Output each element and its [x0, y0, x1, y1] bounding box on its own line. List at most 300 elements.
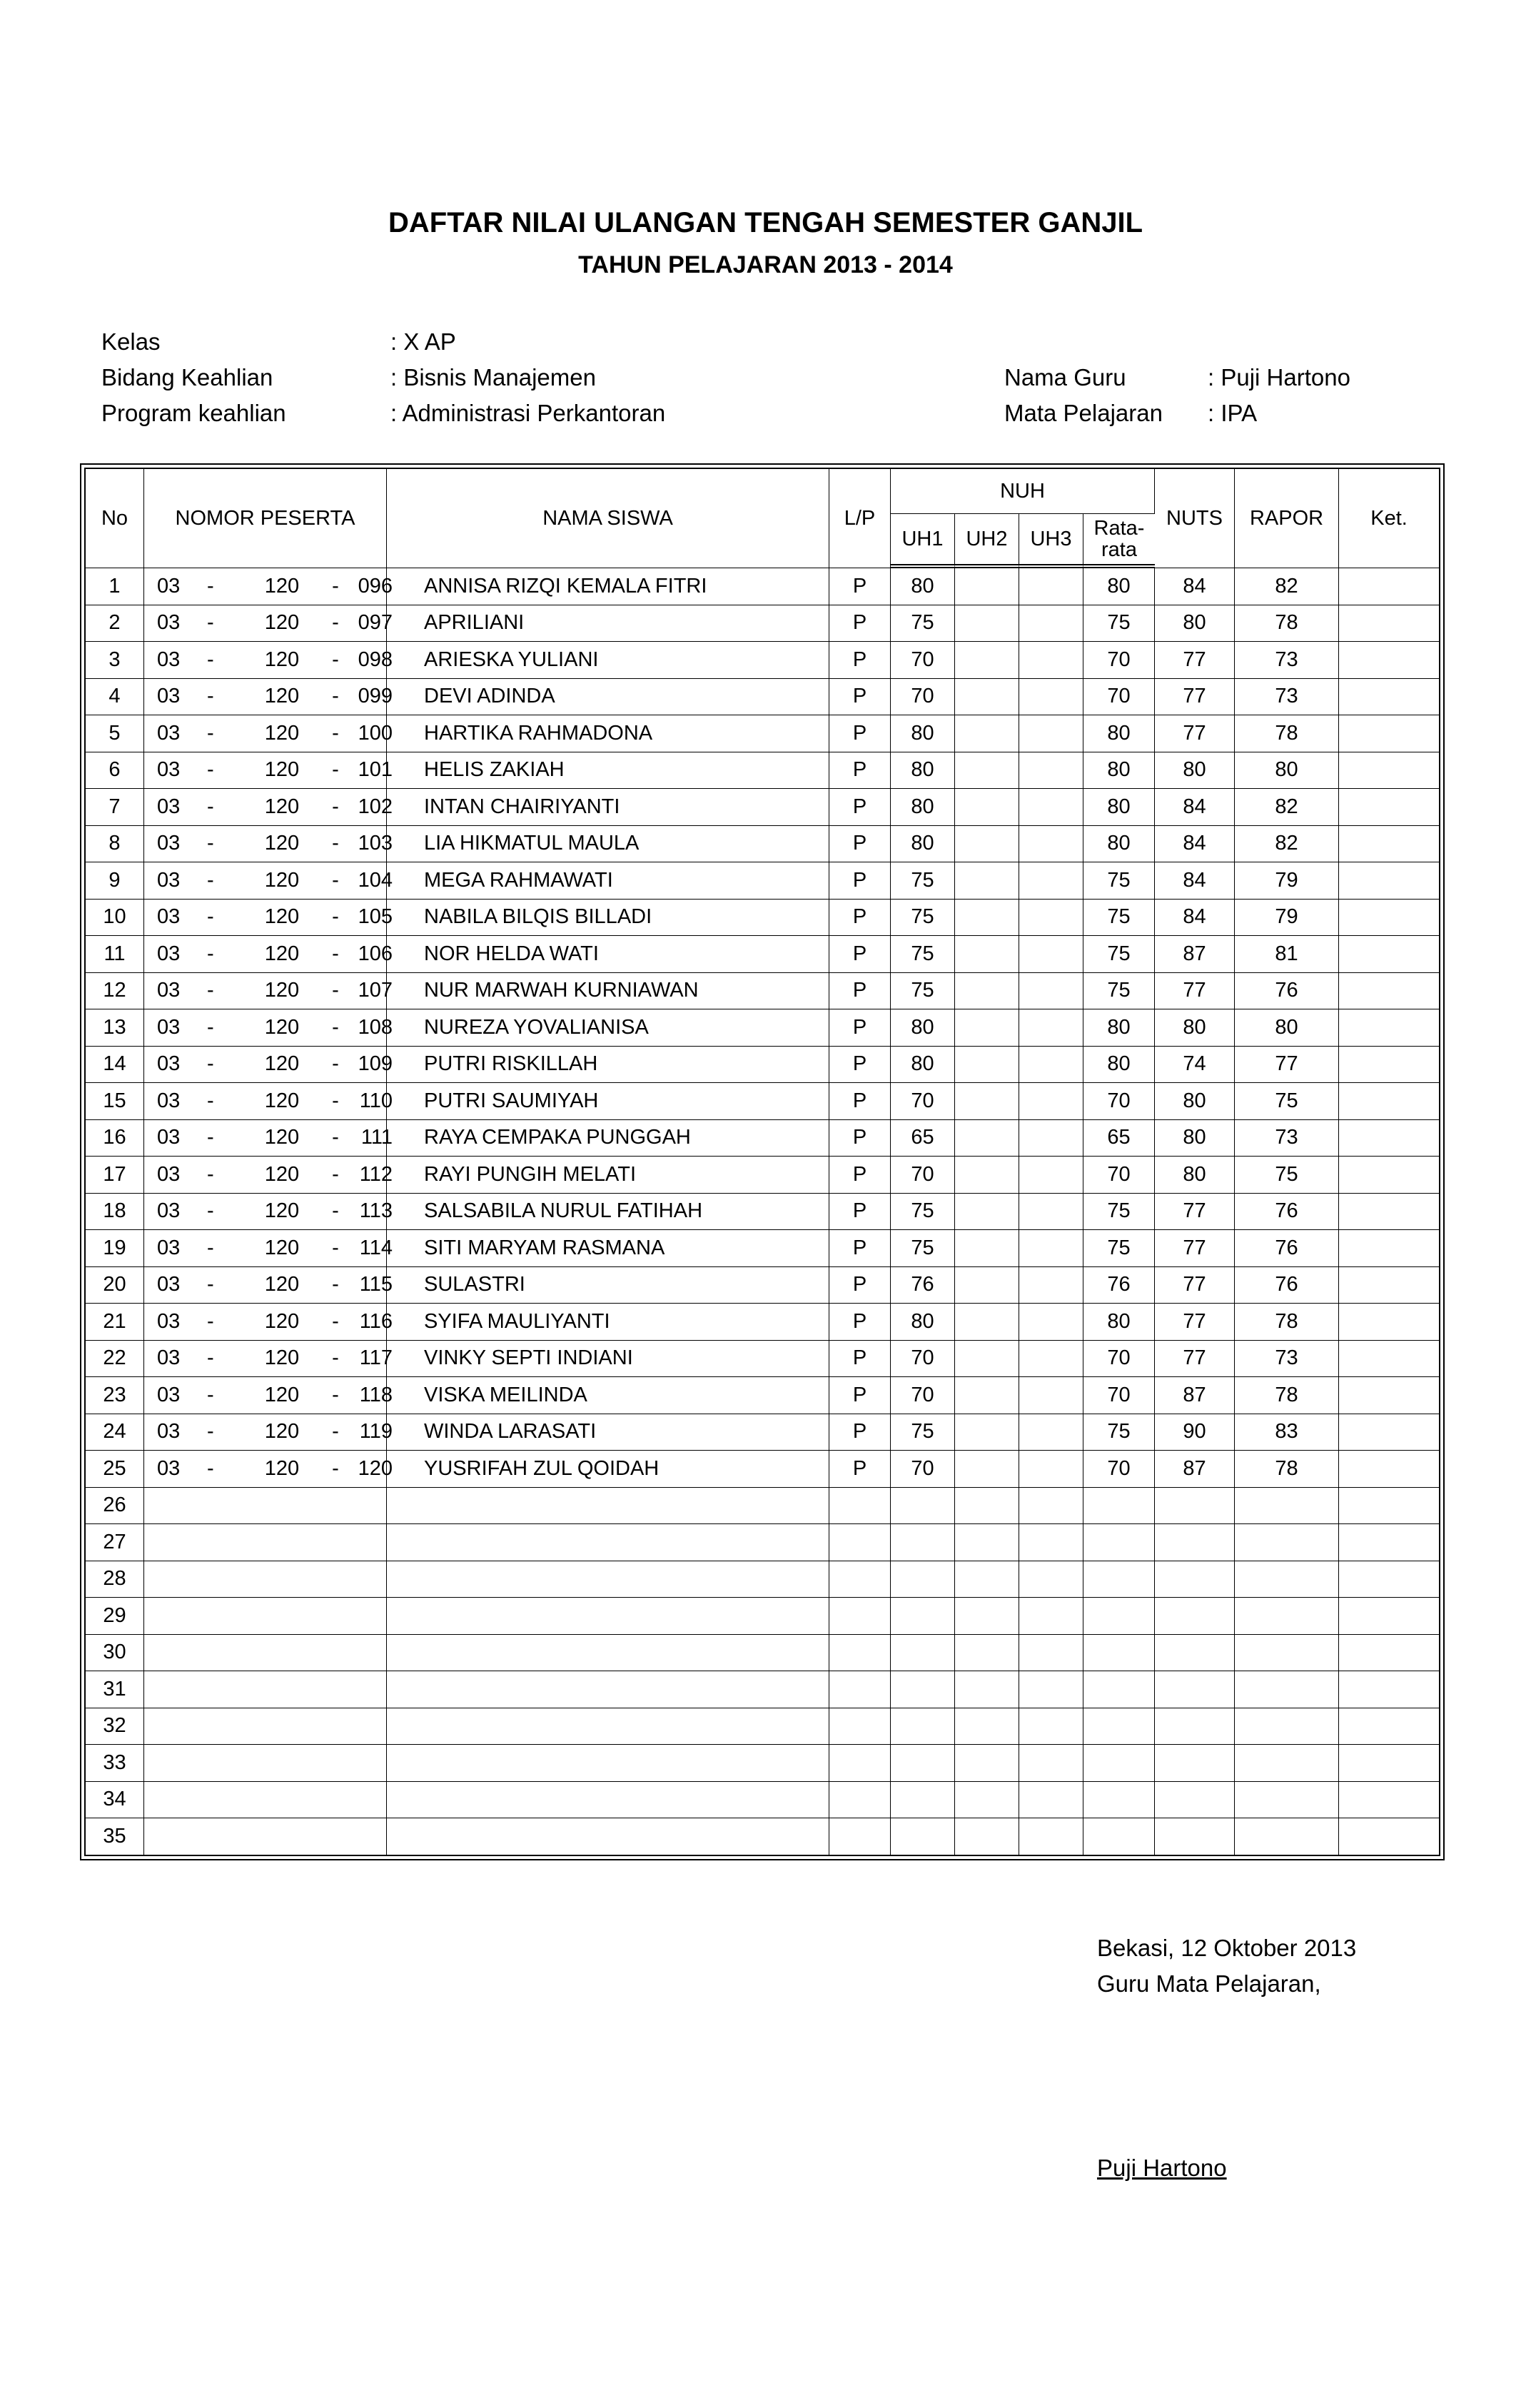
cell-uh2 [955, 1524, 1019, 1561]
cell-uh1 [891, 1818, 955, 1855]
nomor-peserta-part: 120 [264, 1089, 300, 1112]
cell-no: 1 [86, 568, 144, 605]
nomor-peserta-part: - [332, 1420, 339, 1444]
cell-nuts: 77 [1155, 679, 1235, 716]
cell-no: 29 [86, 1598, 144, 1635]
nomor-peserta-part: 120 [264, 1420, 300, 1444]
cell-uh1: 70 [891, 679, 955, 716]
cell-nuts [1155, 1635, 1235, 1672]
cell-rata-rata: 80 [1083, 752, 1155, 790]
signature-place-date: Bekasi, 12 Oktober 2013 [1097, 1935, 1357, 1961]
table-row [86, 1194, 1439, 1231]
cell-nama [387, 1598, 829, 1635]
cell-nama: SITI MARYAM RASMANA [387, 1230, 829, 1267]
cell-uh1: 80 [891, 752, 955, 790]
cell-lp [829, 1598, 891, 1635]
nomor-peserta-part: - [207, 685, 214, 708]
nomor-peserta-part: 120 [358, 1456, 393, 1480]
cell-nuts: 77 [1155, 1304, 1235, 1341]
cell-uh1 [891, 1598, 955, 1635]
cell-no: 24 [86, 1414, 144, 1451]
cell-nuts: 87 [1155, 1377, 1235, 1414]
cell-rapor: 76 [1235, 973, 1339, 1010]
table-row [86, 1009, 1439, 1047]
nomor-peserta-part: 114 [359, 1236, 393, 1259]
nomor-peserta-part: - [332, 1346, 339, 1370]
cell-rapor [1235, 1671, 1339, 1708]
nomor-peserta-part: 104 [358, 868, 393, 892]
header-uh2: UH2 [955, 514, 1019, 568]
cell-rata-rata [1083, 1782, 1155, 1819]
cell-lp: P [829, 1083, 891, 1120]
cell-uh3 [1019, 973, 1083, 1010]
table-row [86, 1745, 1439, 1782]
cell-no: 14 [86, 1047, 144, 1084]
cell-uh1: 70 [891, 1451, 955, 1488]
cell-nama [387, 1671, 829, 1708]
cell-ket [1339, 900, 1439, 937]
cell-lp [829, 1671, 891, 1708]
cell-ket [1339, 1708, 1439, 1745]
cell-ket [1339, 973, 1439, 1010]
table-row [86, 826, 1439, 863]
cell-uh3 [1019, 1524, 1083, 1561]
cell-lp: P [829, 789, 891, 826]
nomor-peserta-part: 03 [157, 979, 181, 1002]
cell-uh1: 80 [891, 1009, 955, 1047]
cell-uh1 [891, 1488, 955, 1525]
cell-lp: P [829, 1377, 891, 1414]
cell-nomor-peserta [144, 1414, 393, 1451]
nomor-peserta-part: 120 [264, 758, 300, 782]
kelas-value: : X AP [390, 328, 456, 355]
table-row [86, 973, 1439, 1010]
cell-uh2 [955, 1561, 1019, 1598]
cell-no: 28 [86, 1561, 144, 1598]
header-rata-line2: rata [1101, 538, 1137, 561]
cell-rata-rata: 70 [1083, 679, 1155, 716]
bidang-label: Bidang Keahlian [101, 364, 273, 391]
table-row [86, 1120, 1439, 1157]
cell-nama: WINDA LARASATI [387, 1414, 829, 1451]
cell-rapor [1235, 1708, 1339, 1745]
cell-uh1 [891, 1708, 955, 1745]
cell-uh1: 70 [891, 1083, 955, 1120]
cell-rapor: 81 [1235, 936, 1339, 973]
nomor-peserta-part: - [332, 1052, 339, 1076]
cell-nama: VINKY SEPTI INDIANI [387, 1341, 829, 1378]
cell-rata-rata [1083, 1635, 1155, 1672]
nomor-peserta-part: - [332, 868, 339, 892]
nomor-peserta-part: 120 [264, 1199, 300, 1223]
cell-nomor-peserta [144, 1708, 387, 1745]
cell-nama: LIA HIKMATUL MAULA [387, 826, 829, 863]
cell-rapor: 79 [1235, 900, 1339, 937]
cell-uh2 [955, 1377, 1019, 1414]
cell-uh1: 80 [891, 789, 955, 826]
table-row [86, 789, 1439, 826]
table-row [86, 752, 1439, 790]
cell-nuts [1155, 1818, 1235, 1855]
cell-uh1: 80 [891, 1047, 955, 1084]
cell-rata-rata: 70 [1083, 1083, 1155, 1120]
nomor-peserta-part: - [207, 942, 214, 965]
cell-no: 31 [86, 1671, 144, 1708]
cell-uh1: 75 [891, 1230, 955, 1267]
cell-lp: P [829, 826, 891, 863]
nomor-peserta-part: 109 [358, 1052, 393, 1076]
table-row [86, 1561, 1439, 1598]
cell-uh1: 70 [891, 642, 955, 679]
table-row [86, 1818, 1439, 1855]
cell-ket [1339, 605, 1439, 643]
cell-rapor [1235, 1782, 1339, 1819]
cell-nama: HELIS ZAKIAH [387, 752, 829, 790]
cell-nomor-peserta [144, 1451, 393, 1488]
cell-nuts: 77 [1155, 1341, 1235, 1378]
cell-nama [387, 1524, 829, 1561]
cell-uh3 [1019, 1708, 1083, 1745]
table-row [86, 1414, 1439, 1451]
cell-lp: P [829, 1120, 891, 1157]
table-row [86, 1304, 1439, 1341]
cell-rapor: 82 [1235, 568, 1339, 605]
nomor-peserta-part: - [207, 1052, 214, 1076]
nomor-peserta-part: - [332, 979, 339, 1002]
header-uh3: UH3 [1019, 514, 1083, 568]
nomor-peserta-part: - [332, 1015, 339, 1039]
nomor-peserta-part: 119 [359, 1420, 393, 1444]
nomor-peserta-part: - [207, 1383, 214, 1406]
cell-uh2 [955, 1341, 1019, 1378]
cell-rapor: 76 [1235, 1230, 1339, 1267]
nomor-peserta-part: - [207, 1456, 214, 1480]
cell-nuts: 84 [1155, 568, 1235, 605]
cell-rata-rata [1083, 1488, 1155, 1525]
cell-nama: SULASTRI [387, 1267, 829, 1304]
cell-nomor-peserta [144, 568, 393, 605]
cell-rata-rata: 70 [1083, 642, 1155, 679]
nomor-peserta-part: 03 [157, 1383, 181, 1406]
cell-nuts: 80 [1155, 752, 1235, 790]
table-row [86, 1671, 1439, 1708]
cell-rata-rata: 80 [1083, 826, 1155, 863]
cell-uh3 [1019, 1009, 1083, 1047]
cell-uh1: 80 [891, 826, 955, 863]
cell-nama: SYIFA MAULIYANTI [387, 1304, 829, 1341]
cell-nomor-peserta [144, 789, 393, 826]
cell-nomor-peserta [144, 1120, 393, 1157]
cell-nama: RAYI PUNGIH MELATI [387, 1157, 829, 1194]
cell-rapor: 82 [1235, 789, 1339, 826]
cell-nuts: 84 [1155, 789, 1235, 826]
cell-uh1: 75 [891, 900, 955, 937]
signature-name: Puji Hartono [1097, 2155, 1227, 2181]
cell-rapor [1235, 1635, 1339, 1672]
cell-nama: NUR MARWAH KURNIAWAN [387, 973, 829, 1010]
cell-rata-rata [1083, 1745, 1155, 1782]
grades-table [84, 468, 1440, 1856]
cell-uh3 [1019, 605, 1083, 643]
nomor-peserta-part: 120 [264, 942, 300, 965]
nomor-peserta-part: 03 [157, 1126, 181, 1149]
nomor-peserta-part: 03 [157, 685, 181, 708]
cell-no: 34 [86, 1782, 144, 1819]
cell-rata-rata: 75 [1083, 605, 1155, 643]
header-nama-siswa: NAMA SISWA [387, 469, 829, 568]
nomor-peserta-part: 103 [358, 832, 393, 855]
cell-rata-rata: 80 [1083, 568, 1155, 605]
guru-value: : Puji Hartono [1208, 364, 1350, 391]
nomor-peserta-part: 097 [358, 611, 393, 635]
cell-uh2 [955, 1671, 1019, 1708]
cell-lp [829, 1635, 891, 1672]
cell-no: 5 [86, 715, 144, 752]
table-row [86, 1782, 1439, 1819]
cell-lp: P [829, 1230, 891, 1267]
nomor-peserta-part: 03 [157, 1052, 181, 1076]
cell-uh3 [1019, 715, 1083, 752]
cell-uh1: 75 [891, 1414, 955, 1451]
cell-uh3 [1019, 1377, 1083, 1414]
cell-lp [829, 1745, 891, 1782]
cell-lp [829, 1561, 891, 1598]
cell-no: 22 [86, 1341, 144, 1378]
cell-rata-rata: 80 [1083, 715, 1155, 752]
cell-no: 25 [86, 1451, 144, 1488]
table-row [86, 642, 1439, 679]
cell-nuts: 84 [1155, 862, 1235, 900]
nomor-peserta-part: 03 [157, 611, 181, 635]
cell-uh1: 80 [891, 1304, 955, 1341]
table-row [86, 1341, 1439, 1378]
cell-nuts: 77 [1155, 1194, 1235, 1231]
cell-no: 17 [86, 1157, 144, 1194]
cell-ket [1339, 1524, 1439, 1561]
cell-lp [829, 1708, 891, 1745]
cell-uh2 [955, 789, 1019, 826]
nomor-peserta-part: 03 [157, 868, 181, 892]
header-rapor: RAPOR [1235, 469, 1339, 568]
cell-uh1: 70 [891, 1157, 955, 1194]
nomor-peserta-part: 120 [264, 1383, 300, 1406]
cell-nomor-peserta [144, 1157, 393, 1194]
cell-no: 15 [86, 1083, 144, 1120]
cell-nama: VISKA MEILINDA [387, 1377, 829, 1414]
cell-rapor: 73 [1235, 1341, 1339, 1378]
nomor-peserta-part: - [207, 611, 214, 635]
nomor-peserta-part: - [332, 1456, 339, 1480]
nomor-peserta-part: - [332, 574, 339, 598]
cell-nomor-peserta [144, 826, 393, 863]
cell-rapor: 80 [1235, 1009, 1339, 1047]
cell-rata-rata: 75 [1083, 1414, 1155, 1451]
nomor-peserta-part: 03 [157, 1273, 181, 1296]
document-title: DAFTAR NILAI ULANGAN TENGAH SEMESTER GANJIL [388, 207, 1143, 238]
nomor-peserta-part: 120 [264, 1052, 300, 1076]
cell-uh3 [1019, 1488, 1083, 1525]
cell-uh3 [1019, 1047, 1083, 1084]
cell-rata-rata: 65 [1083, 1120, 1155, 1157]
table-row [86, 1157, 1439, 1194]
cell-uh1: 80 [891, 715, 955, 752]
cell-rata-rata [1083, 1708, 1155, 1745]
cell-ket [1339, 1120, 1439, 1157]
nomor-peserta-part: 03 [157, 758, 181, 782]
cell-ket [1339, 679, 1439, 716]
nomor-peserta-part: 03 [157, 1015, 181, 1039]
nomor-peserta-part: - [332, 905, 339, 929]
cell-ket [1339, 1230, 1439, 1267]
cell-nomor-peserta [144, 1488, 387, 1525]
cell-ket [1339, 862, 1439, 900]
nomor-peserta-part: - [207, 721, 214, 745]
cell-lp: P [829, 642, 891, 679]
nomor-peserta-part: 102 [358, 795, 393, 818]
table-row [86, 1047, 1439, 1084]
cell-no: 9 [86, 862, 144, 900]
nomor-peserta-part: 096 [358, 574, 393, 598]
nomor-peserta-part: 120 [264, 868, 300, 892]
cell-uh3 [1019, 900, 1083, 937]
cell-nama: SALSABILA NURUL FATIHAH [387, 1194, 829, 1231]
cell-rapor: 78 [1235, 715, 1339, 752]
cell-nama: NOR HELDA WATI [387, 936, 829, 973]
cell-uh2 [955, 1304, 1019, 1341]
cell-nomor-peserta [144, 1047, 393, 1084]
header-ket: Ket. [1339, 469, 1439, 568]
nomor-peserta-part: 03 [157, 574, 181, 598]
cell-no: 11 [86, 936, 144, 973]
cell-uh3 [1019, 826, 1083, 863]
cell-nama [387, 1488, 829, 1525]
cell-uh2 [955, 1708, 1019, 1745]
cell-no: 8 [86, 826, 144, 863]
cell-lp: P [829, 1414, 891, 1451]
cell-nomor-peserta [144, 1377, 393, 1414]
nomor-peserta-part: 120 [264, 574, 300, 598]
nomor-peserta-part: 099 [358, 685, 393, 708]
cell-uh3 [1019, 642, 1083, 679]
cell-uh2 [955, 826, 1019, 863]
cell-ket [1339, 936, 1439, 973]
cell-rapor: 80 [1235, 752, 1339, 790]
table-row [86, 605, 1439, 643]
header-nuts: NUTS [1155, 469, 1235, 568]
cell-rapor: 83 [1235, 1414, 1339, 1451]
kelas-label: Kelas [101, 328, 161, 355]
cell-nomor-peserta [144, 1782, 387, 1819]
nomor-peserta-part: 03 [157, 795, 181, 818]
nomor-peserta-part: - [332, 1089, 339, 1112]
nomor-peserta-part: - [332, 611, 339, 635]
nomor-peserta-part: - [332, 942, 339, 965]
cell-nomor-peserta [144, 679, 393, 716]
nomor-peserta-part: - [332, 1383, 339, 1406]
cell-uh3 [1019, 752, 1083, 790]
cell-lp: P [829, 1009, 891, 1047]
cell-rata-rata: 75 [1083, 1194, 1155, 1231]
signature-role: Guru Mata Pelajaran, [1097, 1970, 1321, 1997]
cell-lp: P [829, 1304, 891, 1341]
cell-rata-rata: 75 [1083, 936, 1155, 973]
nomor-peserta-part: 120 [264, 832, 300, 855]
cell-ket [1339, 1341, 1439, 1378]
cell-ket [1339, 826, 1439, 863]
cell-uh1 [891, 1745, 955, 1782]
cell-uh3 [1019, 679, 1083, 716]
cell-nuts [1155, 1561, 1235, 1598]
cell-ket [1339, 1745, 1439, 1782]
cell-nomor-peserta [144, 862, 393, 900]
cell-nuts [1155, 1782, 1235, 1819]
cell-uh3 [1019, 1414, 1083, 1451]
cell-rata-rata: 75 [1083, 862, 1155, 900]
cell-no: 18 [86, 1194, 144, 1231]
cell-nama: YUSRIFAH ZUL QOIDAH [387, 1451, 829, 1488]
cell-nuts [1155, 1671, 1235, 1708]
cell-ket [1339, 1047, 1439, 1084]
nomor-peserta-part: - [207, 1089, 214, 1112]
nomor-peserta-part: 120 [264, 1126, 300, 1149]
cell-rata-rata [1083, 1818, 1155, 1855]
cell-rata-rata: 70 [1083, 1451, 1155, 1488]
cell-ket [1339, 1561, 1439, 1598]
header-no: No [86, 469, 144, 568]
cell-nama: RAYA CEMPAKA PUNGGAH [387, 1120, 829, 1157]
nomor-peserta-part: 03 [157, 1199, 181, 1223]
cell-uh1: 75 [891, 605, 955, 643]
cell-nomor-peserta [144, 1818, 387, 1855]
nomor-peserta-part: - [332, 721, 339, 745]
header-nomor-peserta: NOMOR PESERTA [144, 469, 387, 568]
cell-lp: P [829, 568, 891, 605]
cell-uh2 [955, 642, 1019, 679]
document-subtitle: TAHUN PELAJARAN 2013 - 2014 [578, 251, 953, 278]
nomor-peserta-part: - [207, 1420, 214, 1444]
header-lp: L/P [829, 469, 891, 568]
cell-uh3 [1019, 1745, 1083, 1782]
cell-nama: APRILIANI [387, 605, 829, 643]
cell-uh1: 76 [891, 1267, 955, 1304]
cell-uh2 [955, 568, 1019, 605]
header-uh1: UH1 [891, 514, 955, 568]
cell-uh2 [955, 715, 1019, 752]
nomor-peserta-part: 110 [359, 1089, 393, 1112]
cell-rata-rata: 80 [1083, 789, 1155, 826]
cell-nama: INTAN CHAIRIYANTI [387, 789, 829, 826]
nomor-peserta-part: - [207, 1273, 214, 1296]
cell-uh2 [955, 1267, 1019, 1304]
cell-nama: MEGA RAHMAWATI [387, 862, 829, 900]
cell-nuts: 77 [1155, 642, 1235, 679]
cell-nuts: 77 [1155, 1267, 1235, 1304]
cell-rata-rata: 70 [1083, 1377, 1155, 1414]
cell-uh2 [955, 1818, 1019, 1855]
cell-nomor-peserta [144, 1230, 393, 1267]
cell-ket [1339, 642, 1439, 679]
cell-rapor: 73 [1235, 679, 1339, 716]
cell-nuts [1155, 1598, 1235, 1635]
nomor-peserta-part: 03 [157, 942, 181, 965]
nomor-peserta-part: 03 [157, 832, 181, 855]
nomor-peserta-part: 03 [157, 1309, 181, 1333]
cell-no: 3 [86, 642, 144, 679]
cell-no: 4 [86, 679, 144, 716]
program-label: Program keahlian [101, 400, 286, 426]
cell-uh3 [1019, 1782, 1083, 1819]
cell-uh3 [1019, 1451, 1083, 1488]
